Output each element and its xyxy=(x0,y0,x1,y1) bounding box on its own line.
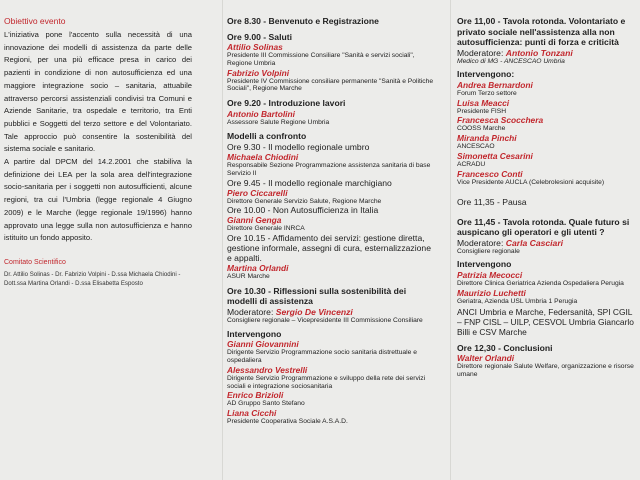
moderator-line xyxy=(227,307,438,317)
middle-column xyxy=(222,0,442,480)
speaker-role: Presidente III Commissione Consiliare "Sanità e servizi sociali", Regione Umbria xyxy=(227,52,415,67)
moderator-name: Carla Casciari xyxy=(505,237,564,248)
speaker-role: Presidente Cooperativa Sociale A.S.A.D. xyxy=(227,418,348,426)
speaker-name: Patrizia Mecocci xyxy=(457,269,523,280)
speaker-name: Fabrizio Volpini xyxy=(227,67,290,78)
right-column xyxy=(450,0,640,480)
speaker-role: Dirigente Servizio Programmazione socio sanitaria distrettuale e ospedaliera xyxy=(227,349,417,365)
speaker-role: ASUR Marche xyxy=(227,273,270,281)
speaker-name: Gianni Giovannini xyxy=(227,339,299,350)
moderator-line xyxy=(457,48,638,58)
speaker-role: Direttore Generale INRCA xyxy=(227,225,305,233)
objective-title: Obiettivo evento xyxy=(4,16,66,26)
speaker-name: Alessandro Vestrelli xyxy=(227,364,308,375)
speaker-role: Responsabile Sezione Programmazione assistenza sanitaria di base Servizio II xyxy=(227,161,431,177)
speaker-name: Francesco Conti xyxy=(457,168,523,179)
speaker-name: Simonetta Cesarini xyxy=(457,150,533,161)
speaker-role: Direttore Generale Servizio Salute, Regione Marche xyxy=(227,197,382,205)
speaker-name: Andrea Bernardoni xyxy=(457,79,533,90)
speaker-role: Presidente FISH xyxy=(457,107,507,115)
speaker-role: Assessore Salute Regione Umbria xyxy=(227,118,330,126)
session-roundtable-2 xyxy=(457,217,638,338)
objective-paragraph-2: A partire dal DPCM del 14.2.2001 che stabiliva la definizione dei LEA per la sola area dell'integrazione socio-sanitaria per i soggetti non autosufficienti, alcune regioni, tra cui l'Umbria (legge regionale 4 Giugno 2009) e le Marche (legge regionale 19/1996) hanno approvato una legge sulla non autosufficienza e hanno istituito un fondo apposito. xyxy=(4,157,192,243)
speakers-heading: Intervengono xyxy=(227,328,282,339)
session-title: Ore 12,30 - Conclusioni xyxy=(457,342,553,353)
talk-title: Ore 9.30 - Il modello regionale umbro xyxy=(227,141,370,152)
speaker-name: Antonio Bartolini xyxy=(227,108,295,119)
speaker-role: Vice Presidente AUCLA (Celebrolesioni acquisite) xyxy=(457,178,605,186)
moderator-name: Antonio Tonzani xyxy=(505,47,573,58)
session-title: Ore 11,00 - Tavola rotonda. Volontariato e privato sociale nell'assistenza alla non autosufficienza: punti di forza e criticità xyxy=(457,16,626,47)
speakers-heading: Intervengono xyxy=(457,259,512,270)
moderator-role: Consigliere regionale xyxy=(457,247,520,255)
moderator-label: Moderatore: xyxy=(457,47,504,58)
committee-title: Comitato Scientifico xyxy=(4,258,66,266)
session-greetings xyxy=(227,32,438,94)
speaker-role: Dirigente Servizio Programmazione e sviluppo della rete dei servizi sociali e integrazione sociosanitaria xyxy=(227,374,426,390)
session-conclusions xyxy=(457,343,638,379)
speaker-role: Presidente IV Commissione consiliare permanente "Sanità e Politiche Sociali", Regione Marche xyxy=(227,77,434,93)
speaker-name: Luisa Meacci xyxy=(457,97,510,108)
session-title: Ore 11,45 - Tavola rotonda. Quale futuro si auspicano gli operatori e gli utenti ? xyxy=(457,216,630,238)
moderator-role: Medico di MG - ANCESCAO Umbria xyxy=(457,57,565,65)
speaker-name: Miranda Pinchi xyxy=(457,133,517,144)
speaker-role: Geriatra, Azienda USL Umbria 1 Perugia xyxy=(457,297,578,305)
session-title: Ore 9.00 - Saluti xyxy=(227,31,292,42)
organizations-list: ANCI Umbria e Marche, Federsanità, SPI CGIL – FNP CISL – UILP, CESVOL Umbria Giancarlo Billi e CSV Marche xyxy=(457,307,634,338)
moderator-line xyxy=(457,238,638,248)
talk-title: Ore 9.45 - Il modello regionale marchigiano xyxy=(227,177,392,188)
session-title: Ore 9.20 - Introduzione lavori xyxy=(227,98,346,109)
speaker-name: Francesca Scocchera xyxy=(457,115,544,126)
moderator-role: Consigliere regionale – Vicepresidente III Commissione Consiliare xyxy=(227,316,423,324)
speaker-role: Direttore regionale Salute Welfare, organizzazione e risorse umane xyxy=(457,363,634,379)
talk-title: Ore 10.15 - Affidamento dei servizi: gestione diretta, gestione informale, assegni di cura, esternalizzazione e appalti. xyxy=(227,233,431,264)
session-title: Modelli a confronto xyxy=(227,131,307,142)
session-title: Ore 10.30 - Riflessioni sulla sostenibilità dei modelli di assistenza xyxy=(227,285,407,307)
committee-names: Dr. Attilio Solinas - Dr. Fabrizio Volpini - D.ssa Michaela Chiodini - Dott.ssa Martina Orlandi - D.ssa Elisabetta Esposto xyxy=(4,270,181,287)
moderator-label: Moderatore: xyxy=(227,306,274,317)
speaker-role: ANCESCAO xyxy=(457,143,495,151)
objective-paragraph-1: L'iniziativa pone l'accento sulla necessità di una innovazione dei modelli di assistenza da parte delle Regioni, per una più efficace presa in carico dei pazienti in condizione di non autosufficienza ed una maggiore integrazione socio – sanitaria, attuabile attraverso percorsi assistenziali condivisi tra Comuni e Aziende Sanitarie, tra ospedale e territorio, tra Enti pubblici e Soggetti del terzo settore e del Volontariato. Tale approccio può consentire la sostenibilità del sistema sociale e sanitario. xyxy=(4,30,192,154)
session-break: Ore 11,35 - Pausa xyxy=(457,196,527,207)
moderator-label: Moderatore: xyxy=(457,237,504,248)
session-registration: Ore 8.30 - Benvenuto e Registrazione xyxy=(227,16,379,26)
talk-title: Ore 10.00 - Non Autosufficienza in Italia xyxy=(227,205,379,216)
speakers-heading: Intervengono: xyxy=(457,69,515,80)
speaker-name: Piero Ciccarelli xyxy=(227,187,288,198)
speaker-name: Liana Cicchi xyxy=(227,408,277,419)
speaker-name: Maurizio Luchetti xyxy=(457,287,526,298)
speaker-name: Gianni Genga xyxy=(227,215,282,226)
speaker-role: Direttore Clinica Geriatrica Azienda Ospedaliera Perugia xyxy=(457,279,624,287)
session-introduction xyxy=(227,98,438,126)
speaker-role: ACRADU xyxy=(457,160,486,168)
objective-text xyxy=(4,29,192,245)
speaker-name: Enrico Brizioli xyxy=(227,390,284,401)
speaker-name: Walter Orlandi xyxy=(457,353,515,364)
speaker-name: Attilio Solinas xyxy=(227,42,283,52)
moderator-name: Sergio De Vincenzi xyxy=(275,306,353,317)
session-roundtable-1 xyxy=(457,16,638,187)
session-reflections xyxy=(227,286,438,426)
speaker-role: COOSS Marche xyxy=(457,125,506,133)
speaker-name: Martina Orlandi xyxy=(227,263,289,274)
speaker-role: AD Gruppo Santo Stefano xyxy=(227,400,305,408)
left-column xyxy=(0,0,198,480)
session-models xyxy=(227,131,438,280)
speaker-name: Michaela Chiodini xyxy=(227,151,299,162)
speaker-role: Forum Terzo settore xyxy=(457,89,517,97)
